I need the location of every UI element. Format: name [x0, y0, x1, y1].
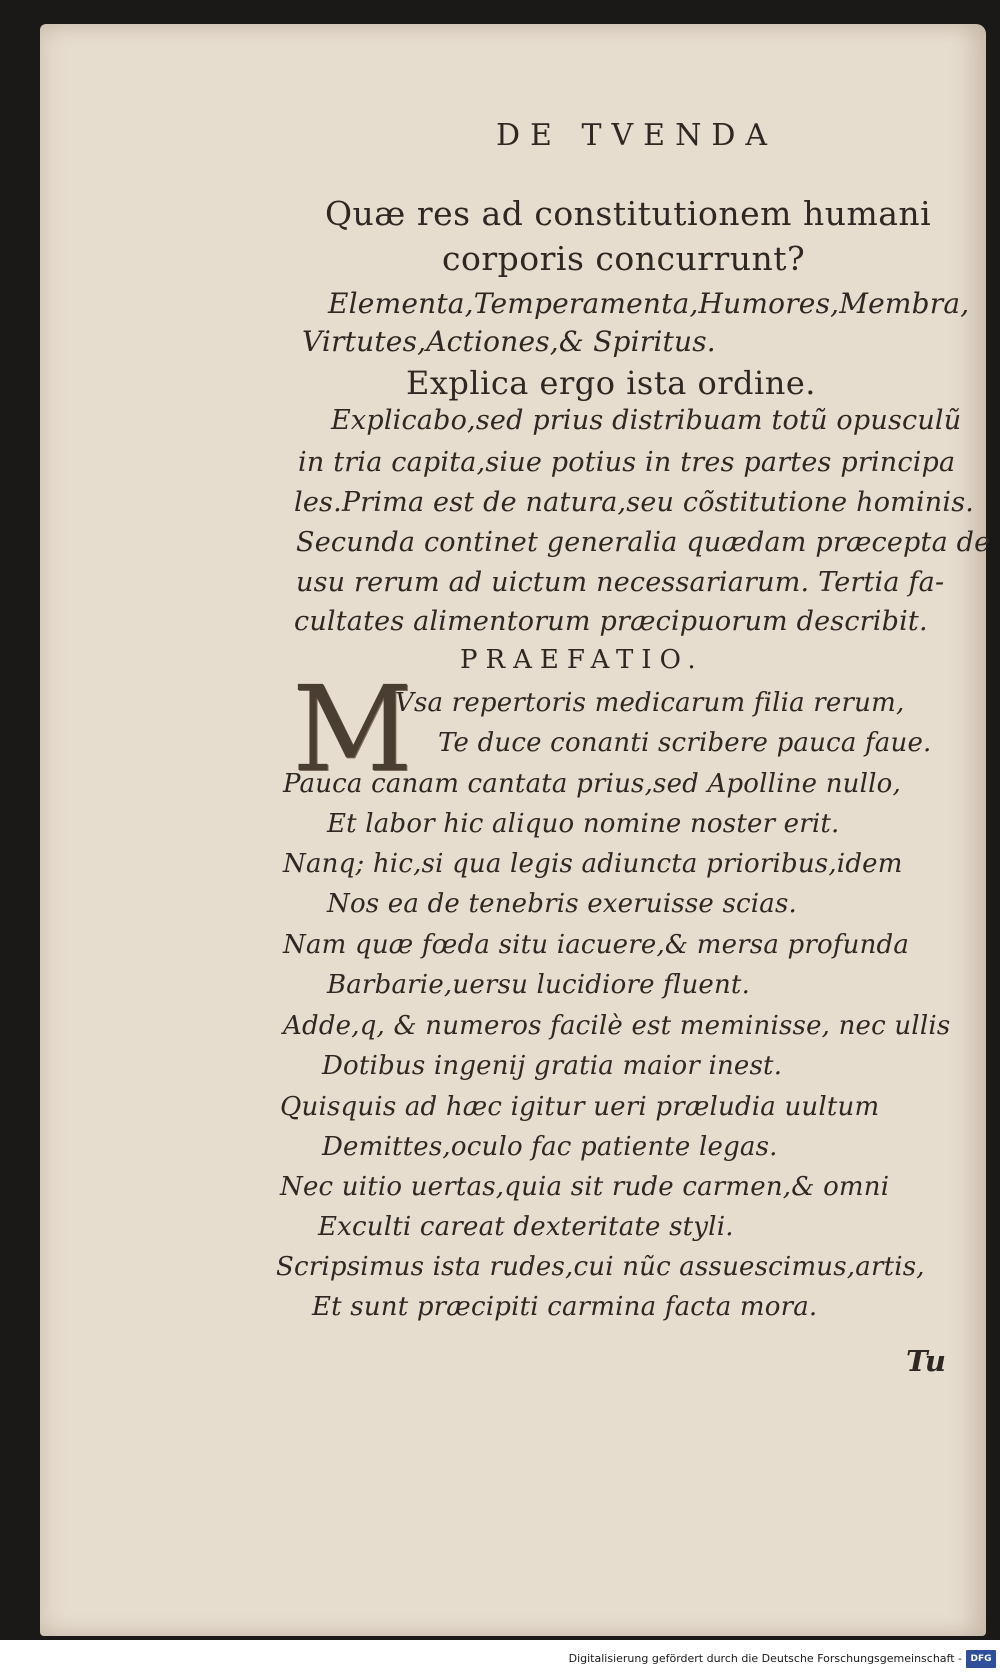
poem-line-14: Exculti careat dexteritate styli.	[318, 1212, 734, 1242]
poem-line-8: Barbarie,uersu lucidiore fluent.	[327, 970, 751, 1000]
poem-line-10: Dotibus ingenij gratia maior inest.	[322, 1051, 783, 1081]
footer-credit: Digitalisierung gefördert durch die Deutsche Forschungsgemeinschaft -	[568, 1652, 962, 1665]
explanation-line-1: Explicabo,sed prius distribuam totũ opusculũ	[331, 405, 962, 436]
question-2: Explica ergo ista ordine.	[406, 364, 816, 402]
poem-line-16: Et sunt præcipiti carmina facta mora.	[312, 1292, 818, 1322]
explanation-line-5: usu rerum ad uictum necessariarum. Tertia fa-	[296, 567, 945, 598]
book-page	[40, 24, 991, 1636]
explanation-line-3: les.Prima est de natura,seu cõstitutione hominis.	[294, 487, 975, 518]
poem-line-1: Vsa repertoris medicarum filia rerum,	[395, 688, 905, 718]
poem-line-5: Nanq; hic,si qua legis adiuncta prioribus,idem	[283, 849, 903, 879]
poem-line-11: Quisquis ad hæc igitur ueri præludia uultum	[280, 1092, 880, 1122]
poem-line-12: Demittes,oculo fac patiente legas.	[322, 1132, 778, 1162]
poem-line-9: Adde,q, & numeros facilè est meminisse, nec ullis	[283, 1011, 951, 1041]
section-title: PRAEFATIO.	[460, 645, 704, 675]
answer-line-1: Elementa,Temperamenta,Humores,Membra,	[328, 287, 970, 320]
dfg-logo[interactable]: DFG	[966, 1650, 996, 1668]
question-line-2: corporis concurrunt?	[442, 239, 806, 278]
explanation-line-2: in tria capita,siue potius in tres partes principa	[298, 447, 956, 478]
answer-line-2: Virtutes,Actiones,& Spiritus.	[302, 325, 716, 358]
poem-line-13: Nec uitio uertas,quia sit rude carmen,& omni	[280, 1172, 890, 1202]
catchword: Tu	[906, 1344, 947, 1378]
poem-line-15: Scripsimus ista rudes,cui nũc assuescimus,artis,	[276, 1252, 925, 1282]
page-text	[40, 24, 991, 1636]
running-head: DE TVENDA	[496, 118, 778, 153]
explanation-line-4: Secunda continet generalia quædam præcepta de	[296, 527, 991, 558]
question-line-1: Quæ res ad constitutionem humani	[325, 194, 932, 233]
poem-line-6: Nos ea de tenebris exeruisse scias.	[327, 889, 798, 919]
poem-line-3: Pauca canam cantata prius,sed Apolline nullo,	[283, 769, 901, 799]
explanation-line-6: cultates alimentorum præcipuorum describit.	[294, 606, 928, 637]
drop-cap: M	[292, 660, 413, 798]
poem-line-7: Nam quæ fœda situ iacuere,& mersa profunda	[283, 930, 910, 960]
poem-line-2: Te duce conanti scribere pauca faue.	[438, 728, 932, 758]
poem-line-4: Et labor hic aliquo nomine noster erit.	[327, 809, 840, 839]
